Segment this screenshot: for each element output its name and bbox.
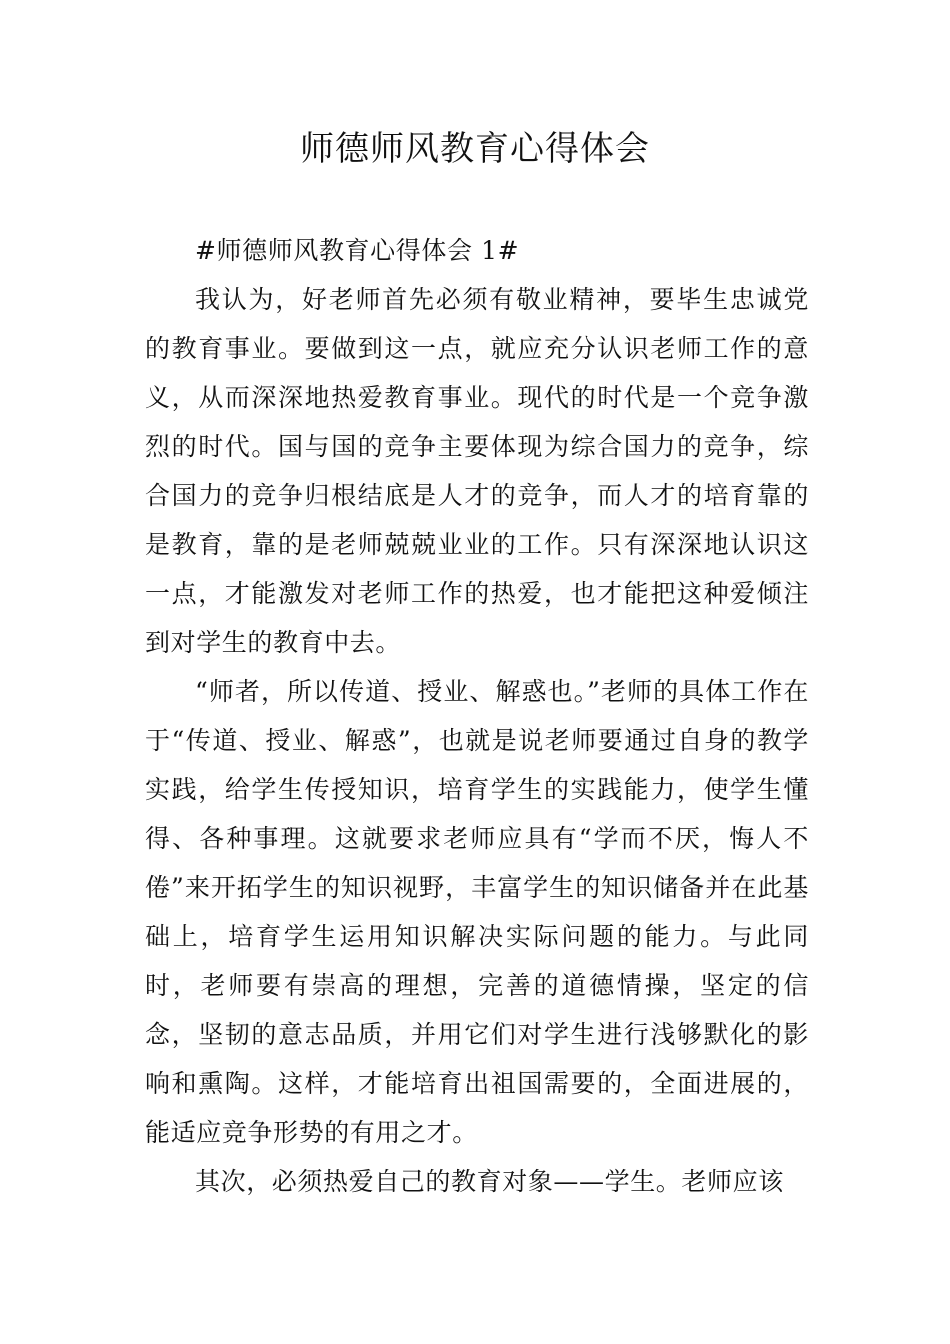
paragraph-3: 其次，必须热爱自己的教育对象——学生。老师应该 xyxy=(195,1167,784,1196)
paragraph-2: “师者，所以传道、授业、解惑也。”老师的具体工作在于“传道、授业、解惑”，也就是说老师要通过自身的教学实践，给学生传授知识，培育学生的实践能力，使学生懂得、各种事理。这就要求老师应具有“学而不厌，悔人不倦”来开拓学生的知识视野，丰富学生的知识储备并在此基础上，培育学生运用知识解决实际问题的能力。与此同时，老师要有崇高的理想，完善的道德情操，坚定的信念，坚韧的意志品质，并用它们对学生进行浅够默化的影响和熏陶。这样，才能培育出祖国需要的，全面进展的，能适应竞争形势的有用之才。 xyxy=(145,677,809,1147)
paragraph-1: 我认为，好老师首先必须有敬业精神，要毕生忠诚党的教育事业。要做到这一点，就应充分认识老师工作的意义，从而深深地热爱教育事业。现代的时代是一个竞争激烈的时代。国与国的竞争主要体现为综合国力的竞争，综合国力的竞争归根结底是人才的竞争，而人才的培育靠的是教育，靠的是老师兢兢业业的工作。只有深深地认识这一点，才能激发对老师工作的热爱，也才能把这种爱倾注到对学生的教育中去。 xyxy=(145,285,809,657)
document-body xyxy=(145,226,809,1206)
document-title: 师德师风教育心得体会 xyxy=(300,129,650,169)
section-heading: #师德师风教育心得体会 1# xyxy=(195,236,520,265)
